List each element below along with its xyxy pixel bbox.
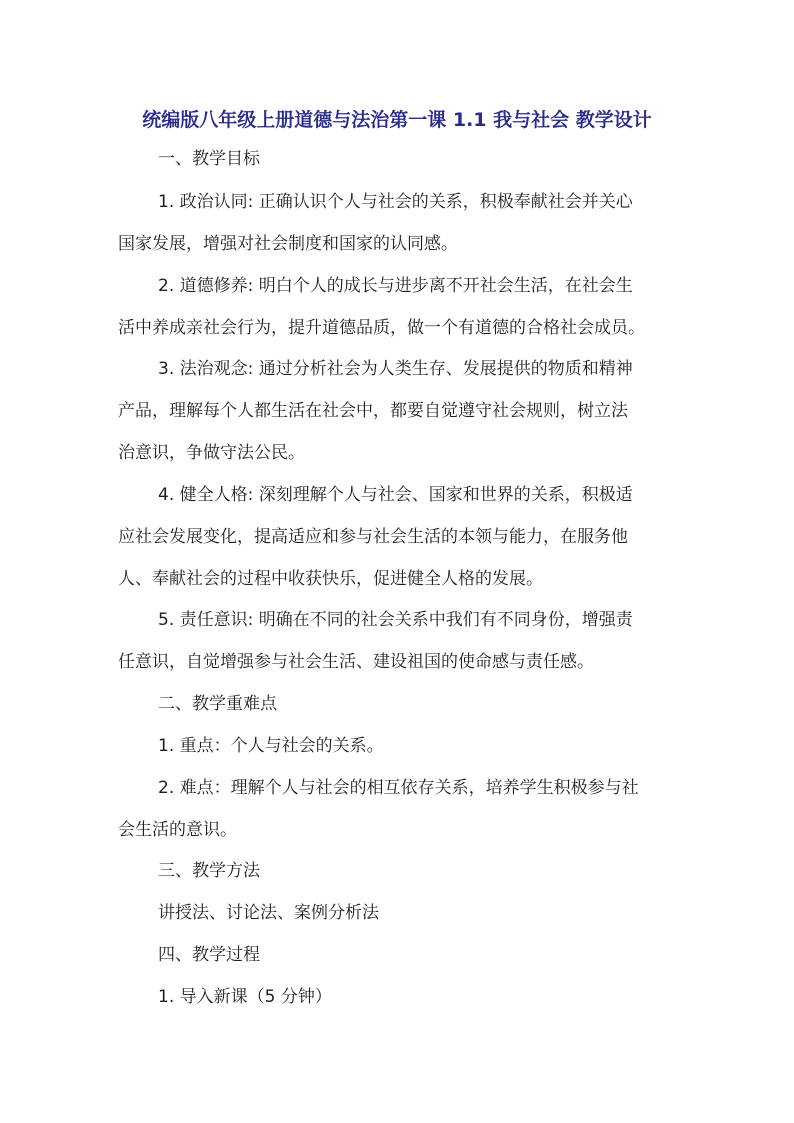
- process-step-1: 1. 导入新课（5 分钟）: [158, 987, 332, 1007]
- objective-2-line-1: [158, 273, 633, 299]
- process-heading: 四、教学过程: [158, 945, 260, 965]
- objective-3-label: 3. 法治观念:: [158, 359, 254, 379]
- objective-2-line-2: 活中养成亲社会行为，提升道德品质，做一个有道德的合格社会成员。: [118, 318, 645, 338]
- objective-1-line-2: 国家发展，增强对社会制度和国家的认同感。: [118, 234, 458, 254]
- keypoint-2-line-2: 会生活的意识。: [118, 820, 237, 840]
- objective-5-line-2: 任意识，自觉增强参与社会生活、建设祖国的使命感与责任感。: [118, 652, 594, 672]
- objective-1-line-1: [158, 189, 633, 215]
- objective-1-text: 正确认识个人与社会的关系，积极奉献社会并关心: [258, 192, 633, 212]
- document-title: 统编版八年级上册道德与法治第一课 1.1 我与社会 教学设计: [142, 109, 652, 131]
- objective-1-label: 1. 政治认同:: [158, 192, 254, 212]
- objective-3-text: 通过分析社会为人类生存、发展提供的物质和精神: [258, 359, 633, 379]
- objective-5-label: 5. 责任意识:: [158, 610, 254, 630]
- methods-heading: 三、教学方法: [158, 861, 260, 881]
- objectives-heading: 一、教学目标: [158, 149, 260, 169]
- objective-4-text: 深刻理解个人与社会、国家和世界的关系，积极适: [258, 485, 633, 505]
- objective-3-line-3: 治意识，争做守法公民。: [118, 443, 305, 463]
- methods-text: 讲授法、讨论法、案例分析法: [158, 903, 379, 923]
- objective-4-label: 4. 健全人格:: [158, 485, 254, 505]
- objective-2-label: 2. 道德修养:: [158, 276, 254, 296]
- objective-4-line-1: [158, 482, 633, 508]
- keypoint-2-line-1: 2. 难点：理解个人与社会的相互依存关系，培养学生积极参与社: [158, 778, 639, 798]
- objective-3-line-2: 产品，理解每个人都生活在社会中，都要自觉遵守社会规则，树立法: [118, 401, 628, 421]
- objective-4-line-3: 人、奉献社会的过程中收获快乐，促进健全人格的发展。: [118, 569, 543, 589]
- keypoints-heading: 二、教学重难点: [158, 694, 277, 714]
- objective-5-line-1: [158, 607, 633, 633]
- objective-2-text: 明白个人的成长与进步离不开社会生活，在社会生: [258, 276, 633, 296]
- objective-3-line-1: [158, 356, 633, 382]
- objective-4-line-2: 应社会发展变化，提高适应和参与社会生活的本领与能力，在服务他: [118, 527, 628, 547]
- objective-5-text: 明确在不同的社会关系中我们有不同身份，增强责: [258, 610, 633, 630]
- keypoint-1: 1. 重点：个人与社会的关系。: [158, 736, 384, 756]
